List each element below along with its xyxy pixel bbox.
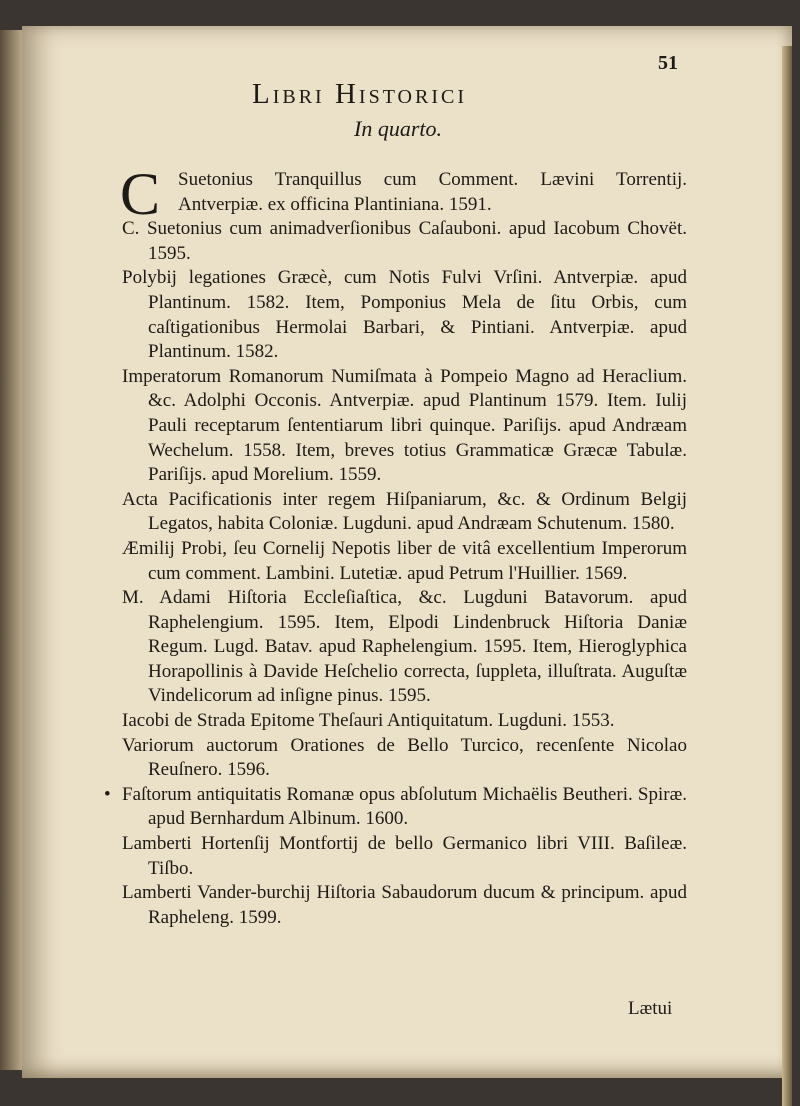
entry-text: Suetonius Tranquillus cum Comment. Lævini Torrentij. Antverpiæ. ex officina Plantiniana. 1591.: [178, 169, 687, 215]
right-page-edge: [782, 46, 792, 1106]
entry-text: Lamberti Vander-burchij Hiſtoria Sabaudorum ducum & principum. apud Rapheleng. 1599.: [122, 882, 687, 928]
entry-text: Faſtorum antiquitatis Romanæ opus abſolutum Michaëlis Beutheri. Spiræ. apud Bernhardum Albinum. 1600.: [122, 783, 687, 830]
list-item: [122, 365, 687, 488]
entry-text: M. Adami Hiſtoria Eccleſiaſtica, &c. Lugduni Batavorum. apud Raphelengium. 1595. Item, Elpodi Lindenbruck Hiſtoria Daniæ Regum. Lugd. Batav. apud Raphelengium. 1595. Item, Hieroglyphica Horapollinis à Davide Heſchelio correcta, ſuppleta, illuſtrata. Auguſtæ Vindelicorum ad inſigne pinus. 1595.: [122, 587, 687, 707]
list-item: [122, 217, 687, 266]
entry-text: C. Suetonius cum animadverſionibus Caſauboni. apud Iacobum Chovët. 1595.: [122, 218, 687, 264]
page-number: 51: [658, 52, 678, 74]
entry-text: Æmilij Probi, ſeu Cornelij Nepotis liber de vitâ excellentium Imperorum cum comment. Lambini. Lutetiæ. apud Petrum l'Huillier. 1569.: [122, 537, 687, 584]
list-item: [122, 266, 687, 364]
left-page-edge: [0, 30, 22, 1070]
entry-text: Acta Pacificationis inter regem Hiſpaniarum, &c. & Ordinum Belgij Legatos, habita Coloniæ. Lugduni. apud Andræam Schutenum. 1580.: [122, 488, 687, 535]
list-item: [122, 734, 687, 783]
bullet-mark: •: [104, 783, 111, 805]
page-title: Libri Historici: [252, 78, 467, 110]
book-page: [22, 26, 792, 1078]
entry-text: Iacobi de Strada Epitome Theſauri Antiquitatum. Lugduni. 1553.: [122, 710, 615, 732]
list-item: [122, 832, 687, 881]
list-item: [122, 488, 687, 537]
list-item: [104, 783, 687, 832]
list-item: [122, 881, 687, 930]
page-subtitle: In quarto.: [354, 116, 442, 141]
entry-text: Polybij legationes Græcè, cum Notis Fulvi Vrſini. Antverpiæ. apud Plantinum. 1582. Item, Pomponius Mela de ſitu Orbis, cum caſtigationibus Hermolai Barbari, & Pintiani. Antverpiæ. apud Plantinum. 1582.: [122, 267, 687, 363]
book-list: [104, 161, 687, 930]
entry-text: Lamberti Hortenſij Montfortij de bello Germanico libri VIII. Baſileæ. Tiſbo.: [122, 833, 687, 879]
entry-text: Imperatorum Romanorum Numiſmata à Pompeio Magno ad Heraclium. &c. Adolphi Occonis. Antverpiæ. apud Plantinum 1579. Item. Iulij Pauli receptarum ſententiarum libri quinque. Pariſijs. apud Andræam Wechelum. 1558. Item, breves totius Grammaticæ Græcæ Tabulæ. Pariſijs. apud Morelium. 1559.: [122, 365, 687, 486]
catchword: Lætui: [628, 998, 673, 1019]
list-item: [122, 586, 687, 709]
drop-cap: C: [120, 161, 161, 227]
list-item: [120, 161, 687, 227]
list-item: [122, 709, 687, 734]
entry-text: Variorum auctorum Orationes de Bello Turcico, recenſente Nicolao Reuſnero. 1596.: [122, 734, 687, 781]
list-item: [122, 537, 687, 586]
